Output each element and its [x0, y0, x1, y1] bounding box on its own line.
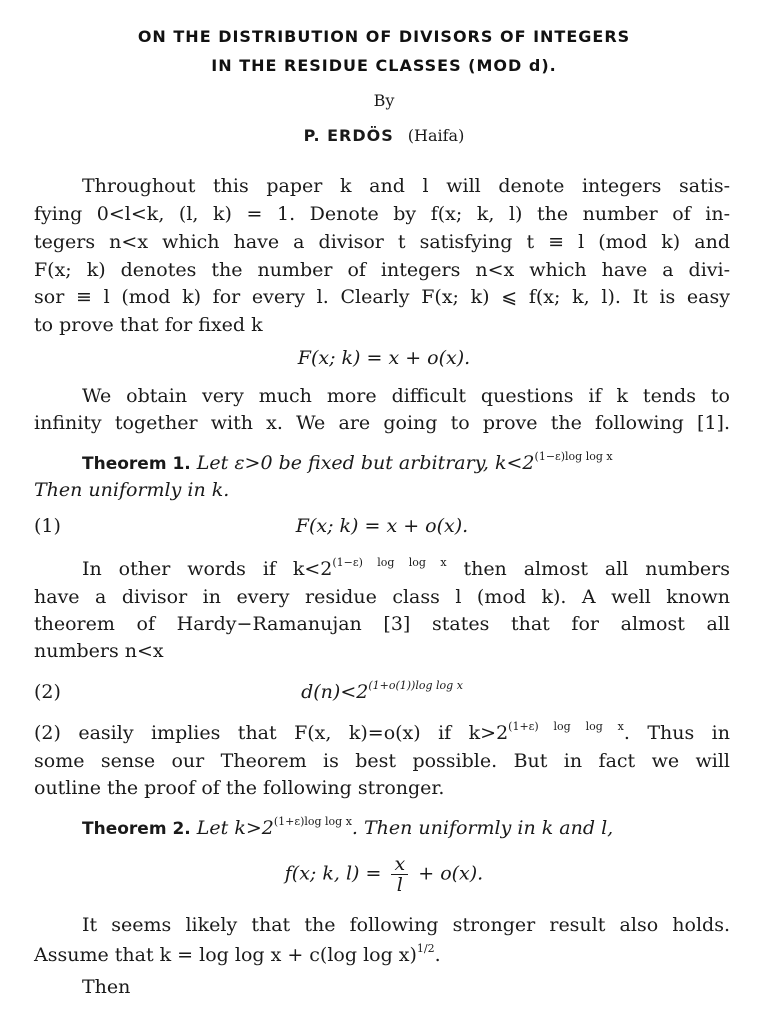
theorem1-label: Theorem 1.: [82, 454, 191, 474]
equation-theorem2: [0, 854, 768, 895]
para1-line4: F(x; k) denotes the number of integers n<x which have a divi-: [34, 259, 730, 281]
para5-line2-start: Assume that k = log log x + c(log log x): [34, 944, 417, 966]
theorem2-label: Theorem 2.: [82, 819, 191, 839]
title-line-2: IN THE RESIDUE CLASSES (MOD d).: [211, 56, 557, 75]
equation-2-exponent: (1+o(1))log log x: [368, 679, 463, 692]
equation-1-number: (1): [34, 515, 61, 537]
para1-line1: Throughout this paper k and l will denote integers satis-: [82, 175, 730, 197]
theorem1-continuation: Then uniformly in k.: [34, 479, 230, 501]
para4-line1: [34, 721, 730, 745]
byline: By: [373, 91, 395, 110]
title-line-1: ON THE DISTRIBUTION OF DIVISORS OF INTEGERS: [137, 27, 631, 46]
theorem1-text: Let ε>0 be fixed but arbitrary, k<2: [196, 452, 535, 474]
para3-line1-end: then almost all numbers: [446, 558, 730, 580]
para3-line3: theorem of Hardy−Ramanujan [3] states that for almost all: [34, 613, 730, 635]
para3-line1-start: In other words if k<2: [82, 558, 333, 580]
then-line: Then: [82, 976, 131, 998]
para3-line4: numbers n<x: [34, 640, 164, 662]
theorem2-line: [82, 816, 768, 841]
para1-line6: to prove that for fixed k: [34, 314, 263, 336]
para5-exponent: 1/2: [416, 942, 435, 955]
author-line: [0, 126, 768, 145]
theorem2-text-end: . Then uniformly in k and l,: [351, 817, 614, 839]
equation-1-body: F(x; k) = x + o(x).: [295, 515, 469, 537]
fraction-numerator: x: [391, 854, 408, 875]
para5-line2-end: .: [434, 944, 441, 966]
equation-2-number: (2): [34, 681, 61, 703]
equation-2-base: d(n)<2: [301, 681, 369, 703]
equation-theorem2-fraction: [391, 854, 408, 895]
equation-2-body: [34, 680, 730, 704]
para4-line1-start: (2) easily implies that F(x, k)=o(x) if k>2: [34, 722, 509, 744]
theorem1-line: [82, 451, 768, 476]
para3-line2: have a divisor in every residue class l (mod k). A well known: [34, 586, 730, 608]
equation-fixed-k: F(x; k) = x + o(x).: [297, 347, 471, 369]
para2-line2: infinity together with x. We are going to prove the following [1].: [34, 412, 730, 434]
equation-theorem2-rhs: + o(x).: [418, 862, 484, 885]
para4-line2: some sense our Theorem is best possible. But in fact we will: [34, 750, 730, 772]
author-name: P. ERDÖS: [303, 126, 394, 145]
para1-line2: fying 0<l<k, (l, k) = 1. Denote by f(x; k, l) the number of in-: [34, 203, 730, 225]
para4-line1-end: . Thus in: [623, 722, 730, 744]
fraction-denominator: l: [396, 874, 403, 896]
theorem2-text: Let k>2: [196, 817, 274, 839]
equation-theorem2-lhs: f(x; k, l) =: [284, 862, 382, 885]
para1-line3: tegers n<x which have a divisor t satisfying t ≡ l (mod k) and: [34, 231, 730, 253]
theorem2-exponent: (1+ε)log log x: [273, 815, 352, 828]
para1-line5: sor ≡ l (mod k) for every l. Clearly F(x; k) ⩽ f(x; k, l). It is easy: [34, 286, 730, 308]
theorem1-exponent: (1−ε)log log x: [534, 450, 613, 463]
para3-exponent: (1−ε) log log x: [332, 556, 447, 569]
para4-exponent: (1+ε) log log x: [508, 720, 624, 733]
author-affiliation: (Haifa): [407, 126, 465, 145]
para2-line1: We obtain very much more difficult questions if k tends to: [82, 385, 730, 407]
para3-line1: [82, 557, 730, 581]
para4-line3: outline the proof of the following stronger.: [34, 777, 445, 799]
para5-line1: It seems likely that the following stronger result also holds.: [82, 914, 730, 936]
para5-line2: [34, 943, 730, 967]
